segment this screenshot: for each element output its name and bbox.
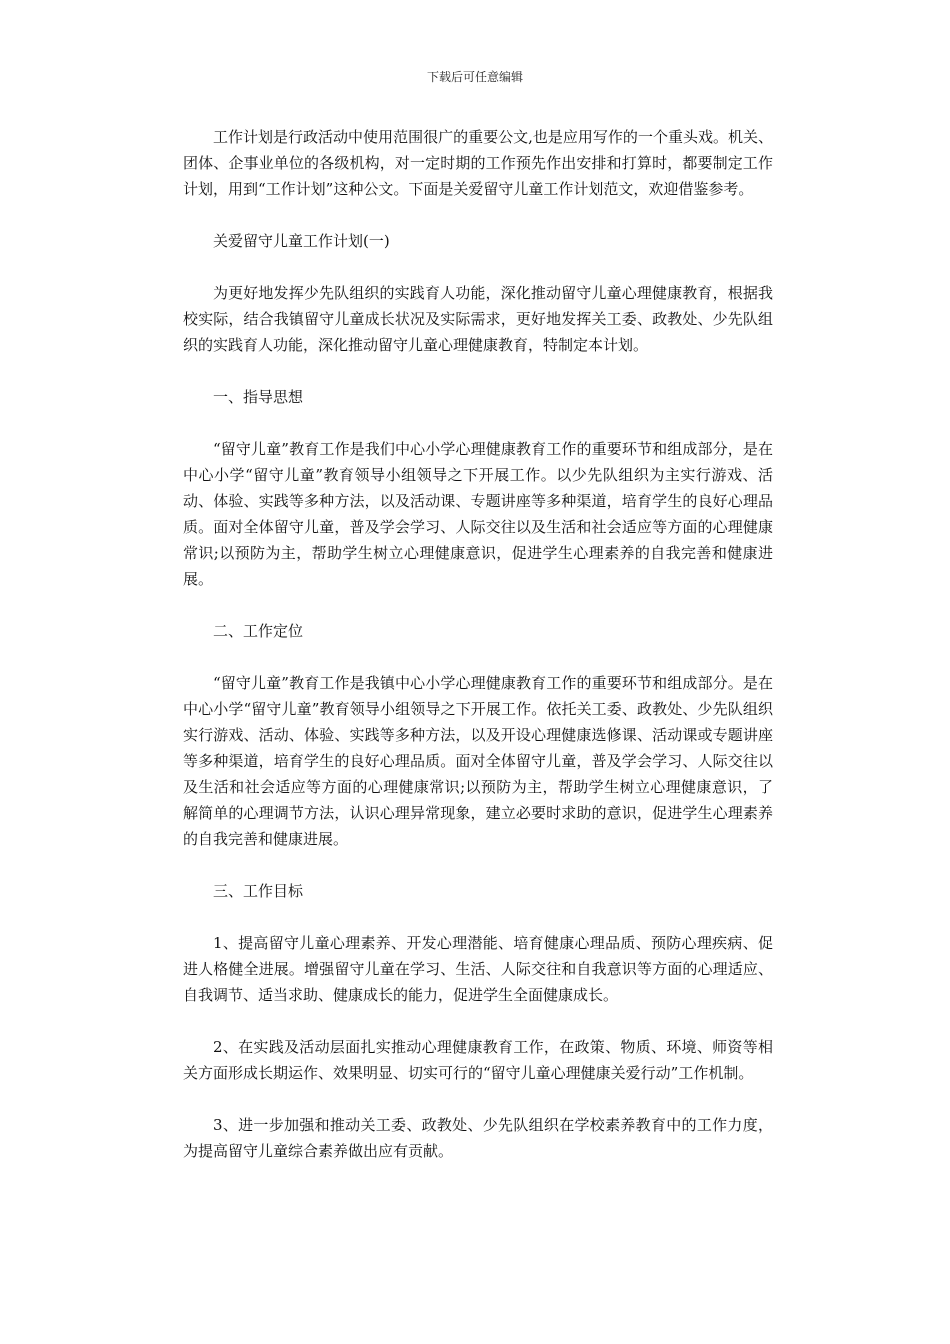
intro-paragraph: 工作计划是行政活动中使用范围很广的重要公文,也是应用写作的一个重头戏。机关、团体、企事业单位的各级机构，对一定时期的工作预先作出安排和打算时，都要制定工作计划，用到“工作计划”这种公文。下面是关爱留守儿童工作计划范文，欢迎借鉴参考。 <box>183 128 773 198</box>
section1-body: “留守儿童”教育工作是我们中心小学心理健康教育工作的重要环节和组成部分，是在中心小学“留守儿童”教育领导小组领导之下开展工作。以少先队组织为主实行游戏、活动、体验、实践等多种方法，以及活动课、专题讲座等多种渠道，培育学生的良好心理品质。面对全体留守儿童，普及学会学习、人际交往以及生活和社会适应等方面的心理健康常识;以预防为主，帮助学生树立心理健康意识，促进学生心理素养的自我完善和健康进展。 <box>183 440 773 588</box>
goal2-paragraph: 2、在实践及活动层面扎实推动心理健康教育工作，在政策、物质、环境、师资等相关方面形成长期运作、效果明显、切实可行的“留守儿童心理健康关爱行动”工作机制。 <box>183 1038 773 1082</box>
goal3-paragraph: 3、进一步加强和推动关工委、政教处、少先队组织在学校素养教育中的工作力度，为提高留守儿童综合素养做出应有贡献。 <box>183 1116 773 1160</box>
section3-heading: 三、工作目标 <box>213 882 304 900</box>
goal1-paragraph: 1、提高留守儿童心理素养、开发心理潜能、培育健康心理品质、预防心理疾病、促进人格健全进展。增强留守儿童在学习、生活、人际交往和自我意识等方面的心理适应、自我调节、适当求助、健康成长的能力，促进学生全面健康成长。 <box>183 934 773 1004</box>
document-body <box>183 124 773 1190</box>
plan-title: 关爱留守儿童工作计划(一) <box>213 232 390 250</box>
preface-paragraph: 为更好地发挥少先队组织的实践育人功能，深化推动留守儿童心理健康教育，根据我校实际，结合我镇留守儿童成长状况及实际需求，更好地发挥关工委、政教处、少先队组织的实践育人功能，深化推动留守儿童心理健康教育，特制定本计划。 <box>183 284 773 354</box>
section2-heading: 二、工作定位 <box>213 622 304 640</box>
section1-heading: 一、指导思想 <box>213 388 304 406</box>
section2-body: “留守儿童”教育工作是我镇中心小学心理健康教育工作的重要环节和组成部分。是在中心小学“留守儿童”教育领导小组领导之下开展工作。依托关工委、政教处、少先队组织实行游戏、活动、体验、实践等多种方法，以及开设心理健康选修课、活动课或专题讲座等多种渠道，培育学生的良好心理品质。面对全体留守儿童，普及学会学习、人际交往以及生活和社会适应等方面的心理健康常识;以预防为主，帮助学生树立心理健康意识，了解简单的心理调节方法，认识心理异常现象，建立必要时求助的意识，促进学生心理素养的自我完善和健康进展。 <box>183 674 773 848</box>
header-note: 下载后可任意编辑 <box>426 70 523 84</box>
